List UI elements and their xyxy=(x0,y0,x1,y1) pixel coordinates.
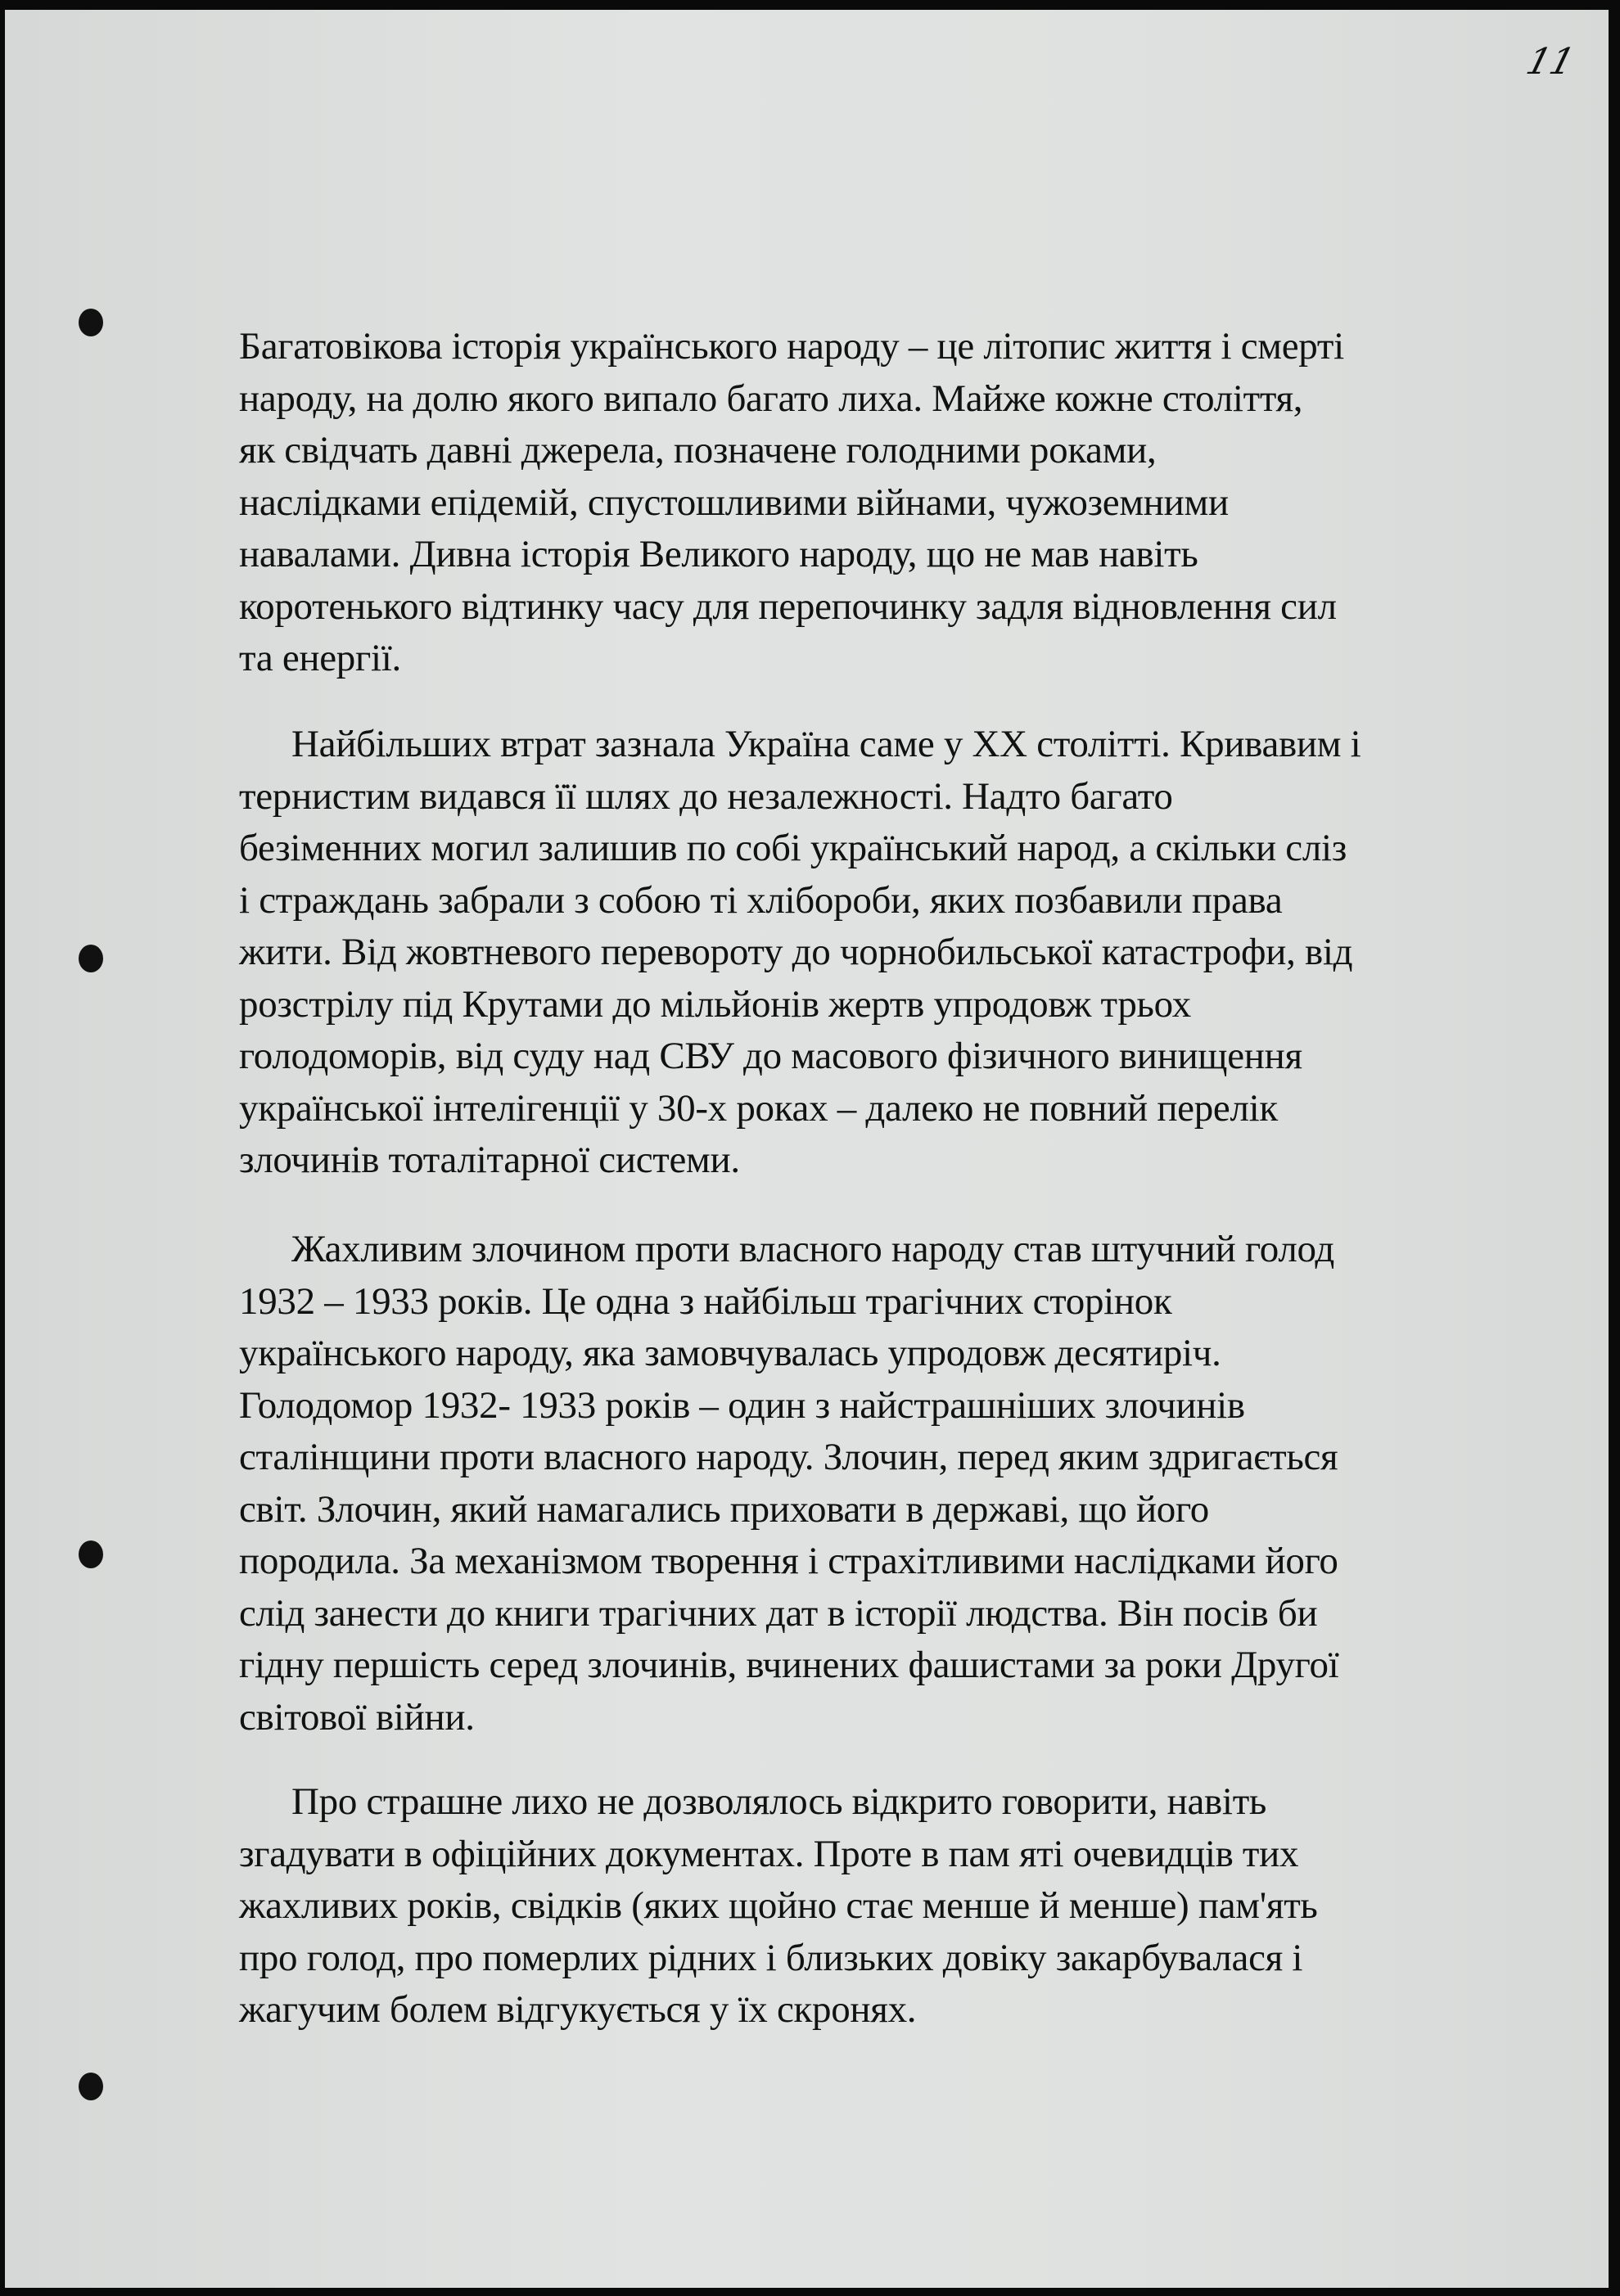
text-line: Жахливим злочином проти власного народу став штучний голод xyxy=(291,1228,1334,1270)
text-line: голодоморів, від суду над СВУ до масового фізичного винищення xyxy=(239,1035,1302,1077)
text-line: народу, на долю якого випало багато лиха. Майже кожне століття, xyxy=(239,377,1303,420)
text-line: наслідками епідемій, спустошливими війнами, чужоземними xyxy=(239,480,1229,524)
text-line: гідну першість серед злочинів, вчинених фашистами за роки Другої xyxy=(239,1644,1339,1686)
text-line: жагучим болем відгукується у їх скронях. xyxy=(239,1988,917,2031)
text-line: Багатовікова історія українського народу – це літопис життя і смерті xyxy=(239,325,1344,368)
text-line: породила. За механізмом творення і страхітливими наслідками його xyxy=(239,1540,1338,1582)
text-line: і страждань забрали з собою ті хлібороби, яких позбавили права xyxy=(239,878,1283,922)
text-line: розстрілу під Крутами до мільйонів жертв упродовж трьох xyxy=(239,982,1191,1026)
text-line: безіменних могил залишив по собі український народ, а скільки сліз xyxy=(239,827,1347,869)
punch-hole xyxy=(79,1540,103,1568)
text-line: та енергії. xyxy=(239,637,401,679)
text-line: українського народу, яка замовчувалась упродовж десятиріч. xyxy=(239,1332,1221,1374)
punch-hole xyxy=(79,309,103,336)
text-line: української інтелігенції у 30-х роках – далеко не повний перелік xyxy=(239,1086,1278,1130)
text-line: сталінщини проти власного народу. Злочин, перед яким здригається xyxy=(239,1436,1338,1478)
handwritten-page-number: 11 xyxy=(1522,41,1579,83)
paragraph-4 xyxy=(239,1776,1549,2037)
text-line: злочинів тоталітарної системи. xyxy=(239,1139,740,1181)
text-line: про голод, про померлих рідних і близьких довіку закарбувалася і xyxy=(239,1936,1303,1979)
text-line: світової війни. xyxy=(239,1695,475,1739)
text-line: жити. Від жовтневого перевороту до чорнобильської катастрофи, від xyxy=(239,931,1353,973)
text-line: жахливих років, свідків (яких щойно стає менше й менше) пам'ять xyxy=(239,1884,1318,1927)
text-line: світ. Злочин, який намагались приховати в державі, що його xyxy=(239,1487,1210,1531)
text-line: тернистим видався її шлях до незалежності. Надто багато xyxy=(239,774,1173,818)
text-line: навалами. Дивна історія Великого народу, що не мав навіть xyxy=(239,533,1198,575)
text-line: як свідчать давні джерела, позначене голодними роками, xyxy=(239,429,1157,471)
text-line: 1932 – 1933 років. Це одна з найбільш трагічних сторінок xyxy=(239,1279,1172,1323)
paragraph-2 xyxy=(239,719,1549,1187)
paragraph-3 xyxy=(239,1224,1549,1743)
text-line: згадувати в офіційних документах. Проте в пам яті очевидців тих xyxy=(239,1832,1299,1875)
text-line: коротенького відтинку часу для перепочинку задля відновлення сил xyxy=(239,584,1337,628)
text-line: Голодомор 1932- 1933 років – один з найстрашніших злочинів xyxy=(239,1383,1245,1427)
text-line: слід занести до книги трагічних дат в історії людства. Він посів би xyxy=(239,1591,1318,1635)
paragraph-1 xyxy=(239,321,1549,685)
document-page xyxy=(5,10,1609,2288)
punch-hole xyxy=(79,2073,103,2100)
text-line: Про страшне лихо не дозволялось відкрито говорити, навіть xyxy=(291,1780,1267,1823)
text-line: Найбільших втрат зазнала Україна саме у XX столітті. Кривавим і xyxy=(291,723,1361,765)
punch-hole xyxy=(79,945,103,972)
